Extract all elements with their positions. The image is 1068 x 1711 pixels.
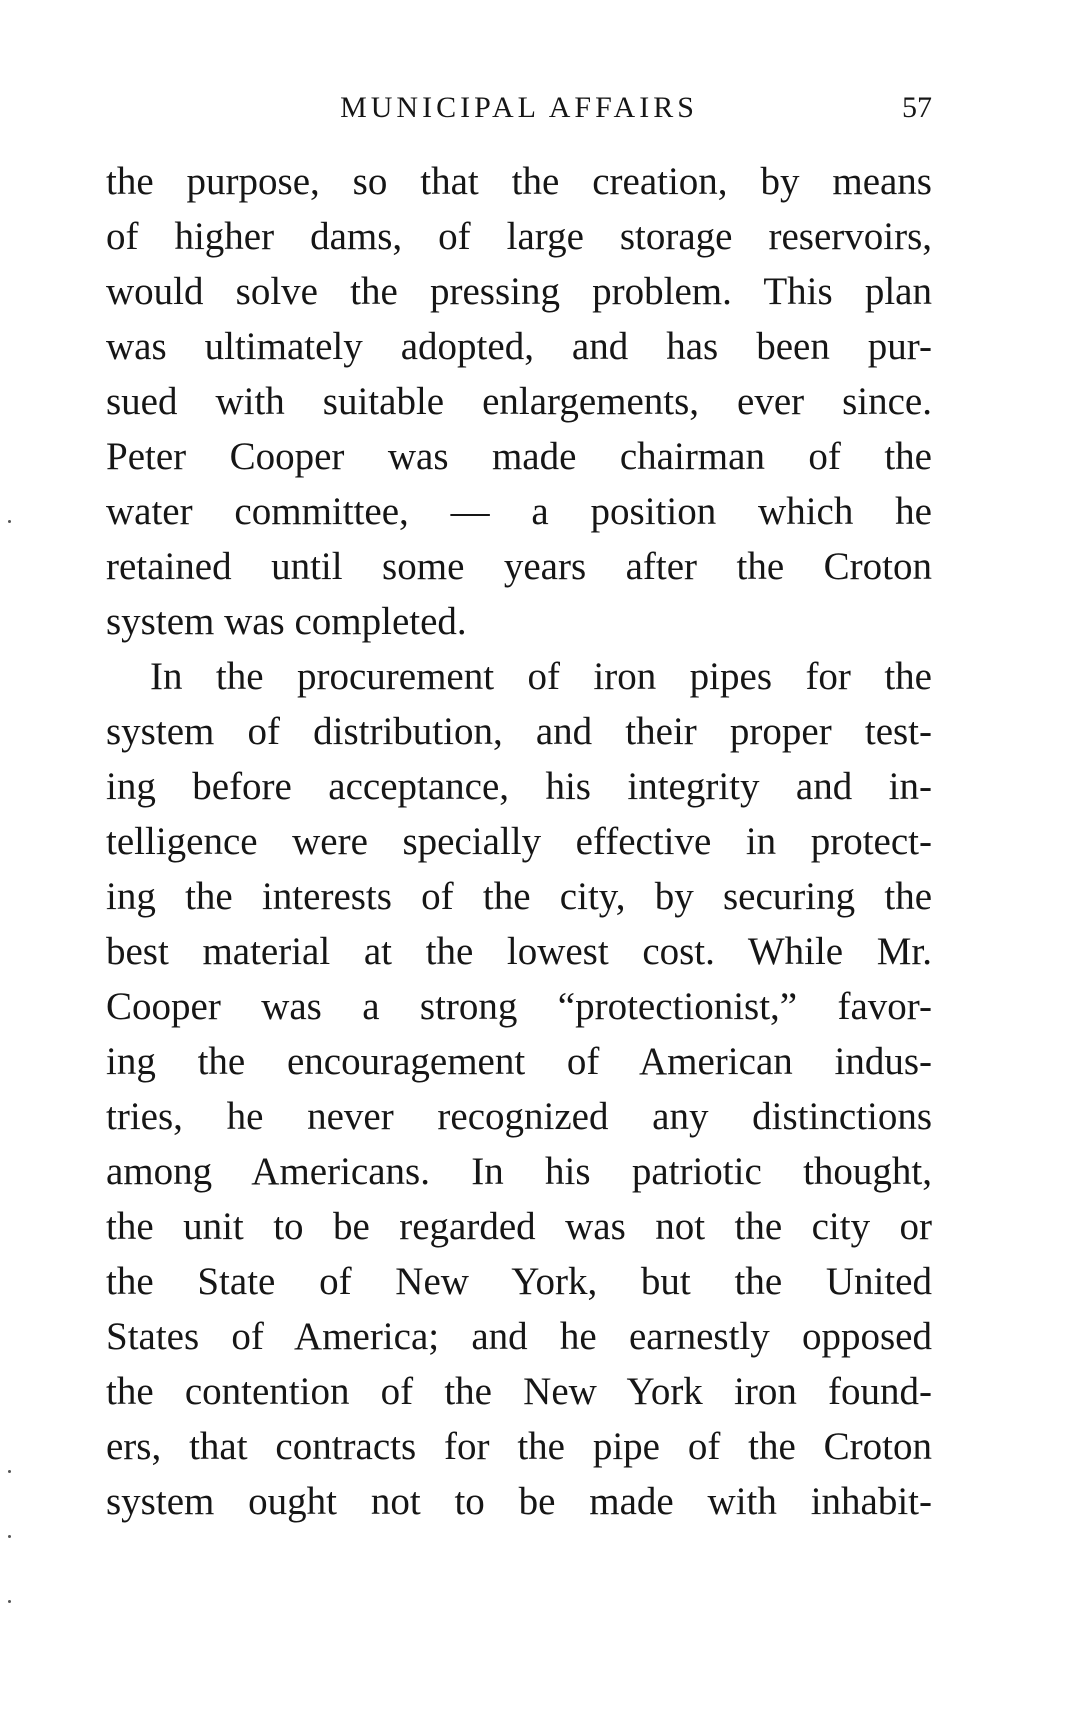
margin-speck bbox=[8, 520, 11, 523]
text-line: Peter Cooper was made chairman of the bbox=[106, 435, 932, 478]
text-line: system was completed. bbox=[106, 600, 467, 643]
text-line: In the procurement of iron pipes for the bbox=[150, 655, 932, 698]
text-line: of higher dams, of large storage reservoirs, bbox=[106, 215, 932, 258]
body-text bbox=[106, 154, 932, 1529]
text-line: best material at the lowest cost. While Mr. bbox=[106, 930, 932, 973]
text-line: the unit to be regarded was not the city or bbox=[106, 1205, 932, 1248]
text-line: water committee, — a position which he bbox=[106, 490, 932, 533]
text-line: tries, he never recognized any distinctions bbox=[106, 1095, 932, 1138]
text-line: would solve the pressing problem. This plan bbox=[106, 270, 932, 313]
text-line: among Americans. In his patriotic thought, bbox=[106, 1150, 932, 1193]
running-head bbox=[106, 86, 932, 130]
text-line: ing the interests of the city, by securing the bbox=[106, 875, 932, 918]
text-line: telligence were specially effective in protect- bbox=[106, 820, 932, 863]
text-line: Cooper was a strong “protectionist,” favor- bbox=[106, 985, 932, 1028]
text-line: system of distribution, and their proper test- bbox=[106, 710, 932, 753]
text-line: was ultimately adopted, and has been pur- bbox=[106, 325, 932, 368]
text-line: system ought not to be made with inhabit- bbox=[106, 1480, 932, 1523]
margin-speck bbox=[8, 1535, 11, 1538]
text-line: the contention of the New York iron found- bbox=[106, 1370, 932, 1413]
page-number: 57 bbox=[902, 91, 932, 124]
margin-speck bbox=[8, 1470, 11, 1473]
text-line: ers, that contracts for the pipe of the Croton bbox=[106, 1425, 932, 1468]
text-line: States of America; and he earnestly opposed bbox=[106, 1315, 932, 1358]
margin-speck bbox=[8, 1600, 11, 1603]
text-line: the State of New York, but the United bbox=[106, 1260, 932, 1303]
text-line: sued with suitable enlargements, ever since. bbox=[106, 380, 932, 423]
running-title: MUNICIPAL AFFAIRS bbox=[340, 91, 698, 124]
text-line: the purpose, so that the creation, by means bbox=[106, 160, 932, 203]
text-line: ing the encouragement of American indus- bbox=[106, 1040, 932, 1083]
text-line: ing before acceptance, his integrity and in- bbox=[106, 765, 932, 808]
text-line: retained until some years after the Croton bbox=[106, 545, 932, 588]
